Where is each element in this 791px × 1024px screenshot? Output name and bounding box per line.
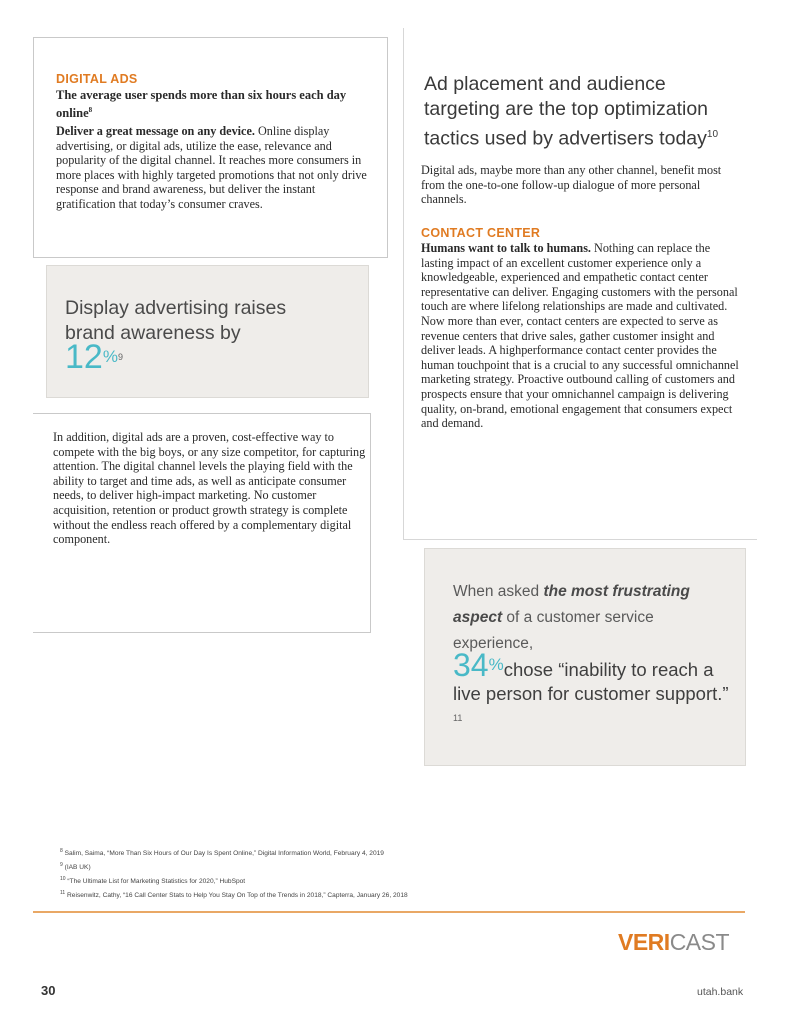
vericast-logo xyxy=(618,929,729,956)
in-addition-section xyxy=(33,413,371,633)
digital-ads-lead: Deliver a great message on any device. xyxy=(56,124,255,138)
footnote xyxy=(60,847,420,859)
stat-percent: % xyxy=(488,655,504,674)
contact-center-lead: Humans want to talk to humans. xyxy=(421,241,591,255)
footer-divider xyxy=(33,911,745,913)
brand-awareness-stat-panel xyxy=(46,265,369,398)
stat-intro-post: of a customer service experience, xyxy=(453,609,654,652)
footnote-ref: 11 xyxy=(453,713,463,723)
contact-center-heading: CONTACT CENTER xyxy=(421,226,541,240)
digital-ads-body xyxy=(56,124,376,212)
footnote-ref: 10 xyxy=(706,129,719,140)
logo-rest: CAST xyxy=(669,929,730,955)
in-addition-text: In addition, digital ads are a proven, cost-effective way to compete with the big boys, or any size competitor, for capturing attention. The digital channel levels the playing field with the ability to target and time ads, as well as anticipate consumer needs, to deliver high-impact marketing. No customer acquisition, retention or product growth strategy is complete without the endless reach offered by a complementary digital component. xyxy=(53,430,366,547)
footnotes xyxy=(60,847,420,903)
brand-awareness-stat xyxy=(65,296,295,375)
footnote-ref: 8 xyxy=(88,105,93,114)
footnote xyxy=(60,889,420,901)
footnote-ref: 9 xyxy=(117,352,123,362)
contact-center-body-text: Nothing can replace the lasting impact of an excellent customer experience only a knowledgeable, experienced and empathetic contact center representative can deliver. Engaging customers with the personal touch are where lifelong relationships are made and cultivated. Now more than ever, contact centers are expected to serve as revenue centers that drive sales, gather customer insight and deliver leads. A highperformance contact center provides the human touchpoint that is a crucial to any successful omnichannel marketing strategy. Proactive outbound calling of customers and prospects ensure that your omnichannel campaign is delivering quality, on-brand, emotional engagement that consumers expect and demand. xyxy=(421,241,739,431)
stat-text: chose “inability to reach a live person for customer support.” xyxy=(453,659,729,704)
footnote-number: 8 xyxy=(60,848,63,854)
right-column-intro: Digital ads, maybe more than any other channel, benefit most from the one-to-one follow-up dialogue of more personal channels. xyxy=(421,163,722,207)
stat-intro-bold: the most frustrating aspect xyxy=(453,583,690,626)
stat-text: Display advertising raises brand awareness by xyxy=(65,297,287,344)
headline-text: Ad placement and audience targeting are the top optimization tactics used by advertisers today xyxy=(424,73,709,150)
stat-number: 34 xyxy=(453,647,489,683)
digital-ads-heading: DIGITAL ADS xyxy=(56,72,138,86)
logo-accent: VERI xyxy=(618,929,670,955)
digital-ads-subheading-text: The average user spends more than six hours each day online xyxy=(56,88,347,120)
stat-intro-pre: When asked xyxy=(453,583,544,600)
contact-center-body xyxy=(421,241,743,431)
footnote-number: 9 xyxy=(60,862,63,869)
footnote-text: (IAB UK) xyxy=(64,864,91,872)
contact-frustration-stat-panel xyxy=(424,548,746,766)
stat-main xyxy=(453,647,743,730)
footnote-text: “The Ultimate List for Marketing Statistics for 2020,” HubSpot xyxy=(67,878,246,886)
right-column xyxy=(403,28,757,540)
footnote-text: Reisenwitz, Cathy, “16 Call Center Stats to Help You Stay On Top of the Trends in 2018,” Capterra, January 26, 2018 xyxy=(67,892,408,900)
digital-ads-section xyxy=(33,37,388,258)
stat-number: 12 xyxy=(65,338,103,376)
footnote-text: Salim, Saima, “More Than Six Hours of Our Day Is Spent Online,” Digital Information World, February 4, 2019 xyxy=(64,850,384,858)
footnote xyxy=(60,861,420,873)
stat-percent: % xyxy=(102,347,118,366)
page-headline xyxy=(424,72,744,152)
stat-intro xyxy=(453,579,733,657)
footnote xyxy=(60,875,420,887)
footnote-number: 10 xyxy=(60,876,66,883)
site-url: utah.bank xyxy=(697,986,744,998)
digital-ads-subheading xyxy=(56,88,371,120)
footnote-number: 11 xyxy=(60,890,66,897)
digital-ads-body-text: Online display advertising, or digital ads, utilize the ease, relevance and popularity of the digital channel. It reaches more consumers in more places with highly targeted promotions that not only drive response and brand awareness, but deliver the instant gratification that today’s consumer craves. xyxy=(56,124,367,211)
page-number: 30 xyxy=(41,983,56,998)
